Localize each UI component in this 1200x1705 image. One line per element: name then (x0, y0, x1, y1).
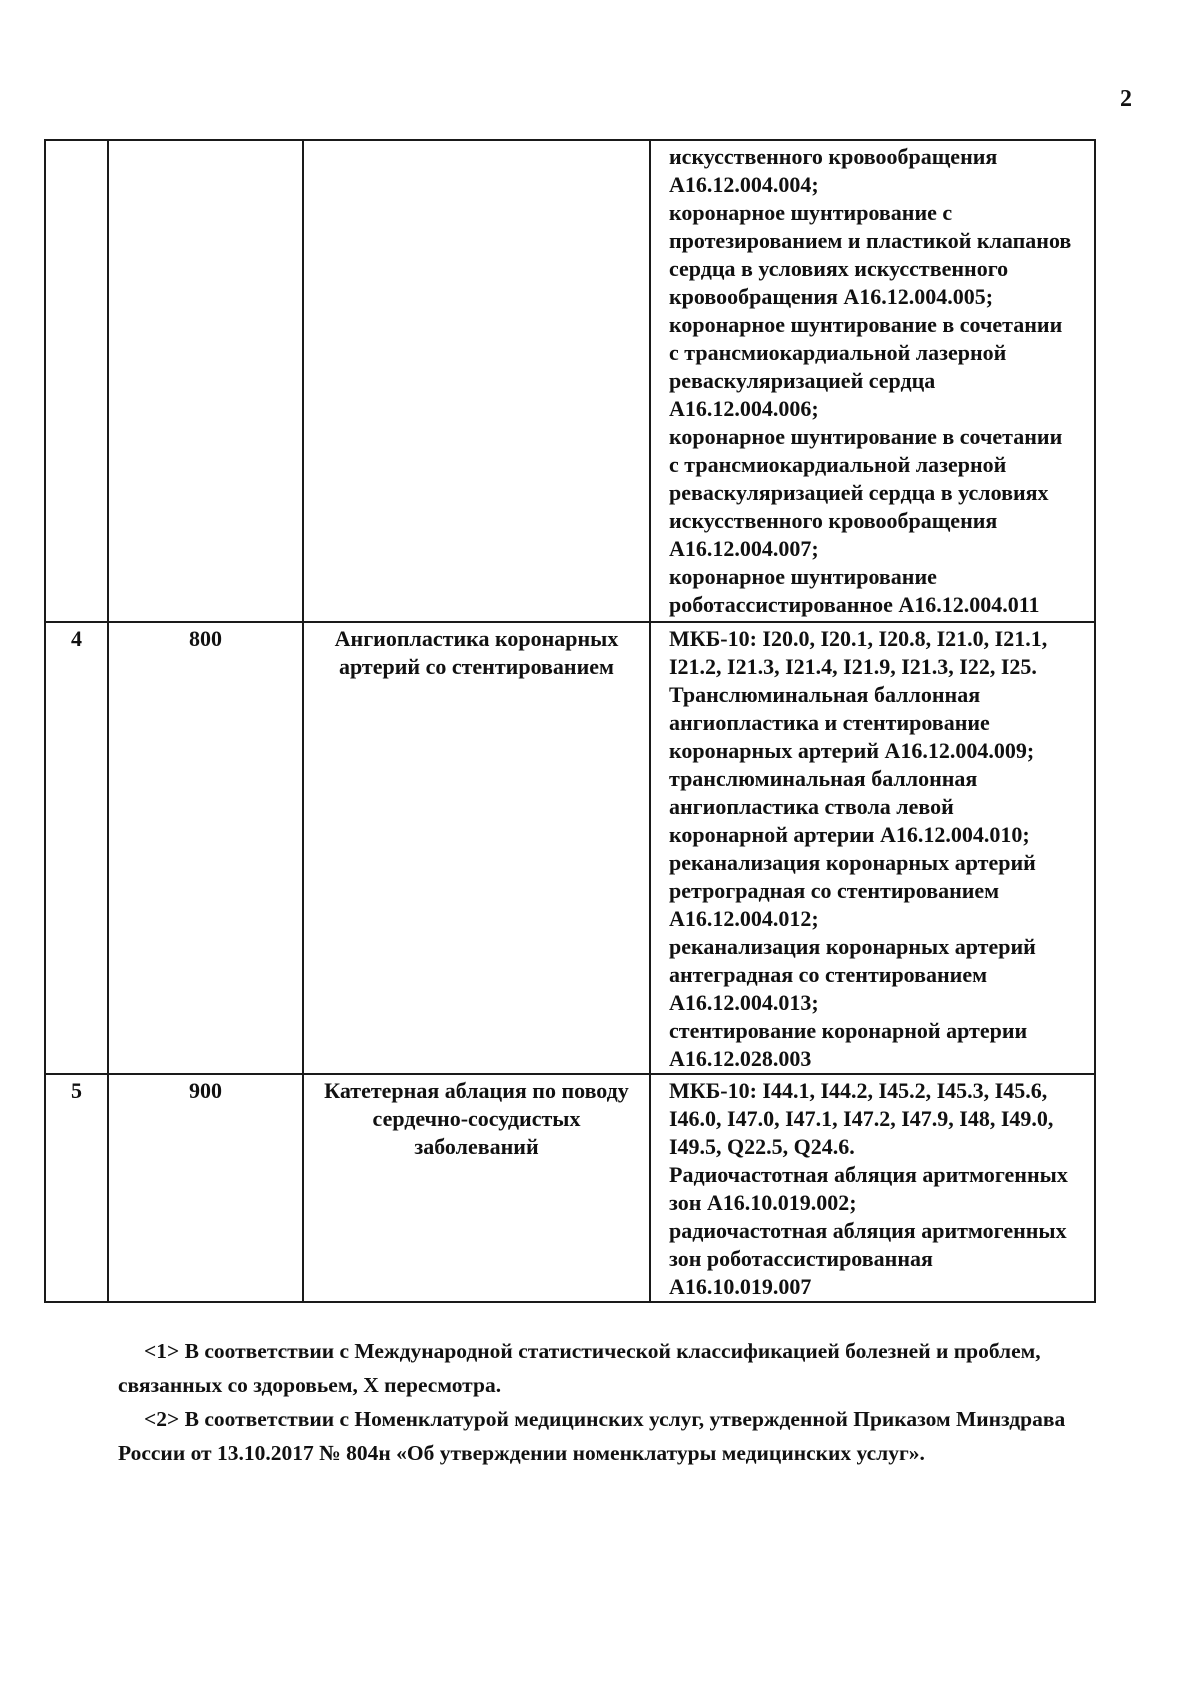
codes-line: коронарное шунтирование в сочетании (669, 424, 1063, 449)
table-row (45, 140, 1095, 622)
footnote-line: <2> В соответствии с Номенклатурой медицинских услуг, утвержденной Приказом Минздрава (144, 1407, 1066, 1431)
footnote-1-continuation (118, 1368, 1138, 1402)
codes-line: МКБ-10: I20.0, I20.1, I20.8, I21.0, I21.1, (669, 626, 1048, 651)
codes-cell (650, 1074, 1095, 1302)
table-row (45, 622, 1095, 1074)
service-name-line: Ангиопластика коронарных (334, 626, 619, 651)
codes-line: МКБ-10: I44.1, I44.2, I45.2, I45.3, I45.6, (669, 1078, 1048, 1103)
quota-cell (108, 140, 303, 622)
codes-line: I46.0, I47.0, I47.1, I47.2, I47.9, I48, I49.0, (669, 1106, 1054, 1131)
codes-line: A16.10.019.007 (669, 1274, 812, 1299)
codes-line: радиочастотная абляция аритмогенных (669, 1218, 1067, 1243)
services-table (44, 139, 1096, 1303)
codes-line: с трансмиокардиальной лазерной (669, 340, 1007, 365)
footnote-2-continuation (118, 1436, 1138, 1470)
codes-line: A16.12.028.003 (669, 1046, 812, 1071)
codes-line: реканализация коронарных артерий (669, 850, 1036, 875)
service-name-cell (303, 1074, 650, 1302)
codes-line: I21.2, I21.3, I21.4, I21.9, I21.3, I22, I25. (669, 654, 1037, 679)
codes-line: с трансмиокардиальной лазерной (669, 452, 1007, 477)
service-name-line: сердечно-сосудистых (372, 1106, 581, 1131)
quota-cell (108, 1074, 303, 1302)
footnote-1 (118, 1334, 1138, 1368)
footnote-line: <1> В соответствии с Международной статистической классификацией болезней и проблем, (144, 1339, 1041, 1363)
codes-line: зон роботассистированная (669, 1246, 933, 1271)
service-name-line: артерий со стентированием (338, 654, 615, 679)
service-name-cell (303, 622, 650, 1074)
codes-line: коронарной артерии A16.12.004.010; (669, 822, 1030, 847)
codes-line: зон A16.10.019.002; (669, 1190, 857, 1215)
table-row (45, 1074, 1095, 1302)
codes-line: ретроградная со стентированием (669, 878, 1000, 903)
codes-line: ангиопластика и стентирование (669, 710, 990, 735)
footnote-line: России от 13.10.2017 № 804н «Об утверждении номенклатуры медицинских услуг». (118, 1441, 925, 1465)
codes-line: антеградная со стентированием (669, 962, 988, 987)
service-name-line: заболеваний (414, 1134, 539, 1159)
quota-cell (108, 622, 303, 1074)
row-number-cell (45, 622, 108, 1074)
codes-line: A16.12.004.013; (669, 990, 819, 1015)
codes-line: транслюминальная баллонная (669, 766, 978, 791)
codes-cell (650, 622, 1095, 1074)
service-name-line: Катетерная аблация по поводу (324, 1078, 629, 1103)
codes-line: реваскуляризацией сердца в условиях (669, 480, 1049, 505)
footnote-line: связанных со здоровьем, X пересмотра. (118, 1373, 502, 1397)
footnotes (118, 1334, 1138, 1470)
codes-line: протезированием и пластикой клапанов (669, 228, 1072, 253)
codes-cell (650, 140, 1095, 622)
codes-line: кровообращения A16.12.004.005; (669, 284, 994, 309)
codes-line: A16.12.004.006; (669, 396, 819, 421)
row-number-cell (45, 1074, 108, 1302)
codes-line: коронарных артерий A16.12.004.009; (669, 738, 1035, 763)
codes-line: искусственного кровообращения (669, 144, 998, 169)
codes-line: реваскуляризацией сердца (669, 368, 936, 393)
codes-line: коронарное шунтирование с (669, 200, 953, 225)
quota-value: 800 (189, 626, 222, 651)
quota-value: 900 (189, 1078, 222, 1103)
codes-line: реканализация коронарных артерий (669, 934, 1036, 959)
codes-line: коронарное шунтирование (669, 564, 937, 589)
codes-line: стентирование коронарной артерии (669, 1018, 1028, 1043)
page-number: 2 (1120, 86, 1132, 112)
codes-line: Транслюминальная баллонная (669, 682, 981, 707)
codes-line: Радиочастотная абляция аритмогенных (669, 1162, 1068, 1187)
codes-line: роботассистированное A16.12.004.011 (669, 592, 1040, 617)
codes-line: A16.12.004.007; (669, 536, 819, 561)
codes-line: сердца в условиях искусственного (669, 256, 1009, 281)
row-number: 4 (71, 626, 82, 651)
service-name-cell (303, 140, 650, 622)
row-number: 5 (71, 1078, 82, 1103)
codes-line: A16.12.004.012; (669, 906, 819, 931)
codes-line: A16.12.004.004; (669, 172, 819, 197)
row-number-cell (45, 140, 108, 622)
codes-line: коронарное шунтирование в сочетании (669, 312, 1063, 337)
codes-line: ангиопластика ствола левой (669, 794, 954, 819)
codes-line: искусственного кровообращения (669, 508, 998, 533)
codes-line: I49.5, Q22.5, Q24.6. (669, 1134, 855, 1159)
footnote-2 (118, 1402, 1138, 1436)
